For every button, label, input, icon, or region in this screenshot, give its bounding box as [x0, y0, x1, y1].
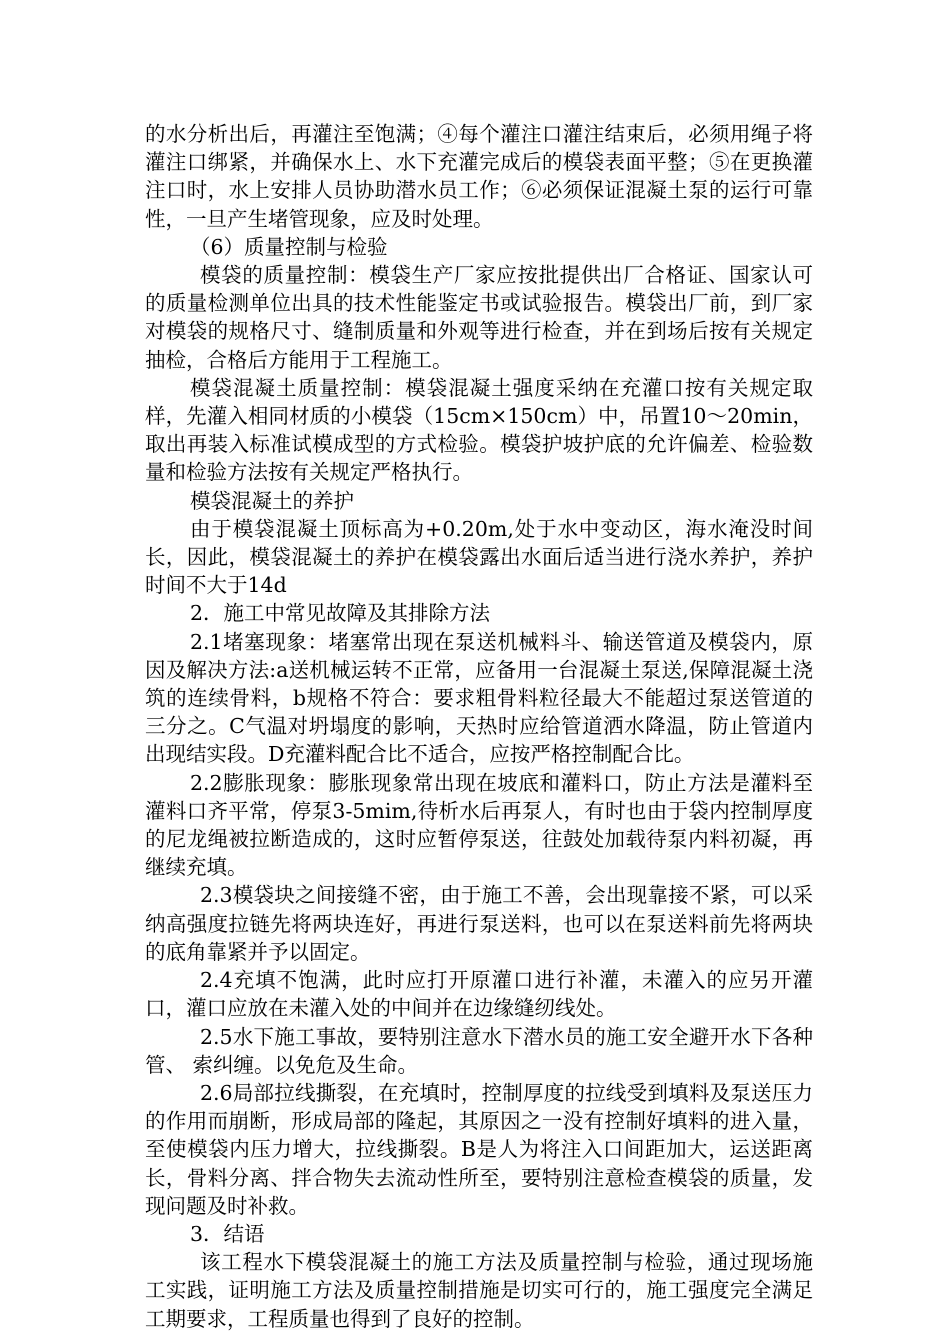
paragraph-continued: 的水分析出后，再灌注至饱满；④每个灌注口灌注结束后，必须用绳子将灌注口绑紧，并确保水上、水下充灌完成后的模袋表面平整；⑤在更换灌注口时，水上安排人员协助潜水员工作；⑥必须保证混凝土泵的运行可靠性，一旦产生堵管现象，应及时处理。 — [145, 122, 813, 231]
paragraph-2-3: 2.3模袋块之间接缝不密，由于施工不善，会出现靠接不紧，可以采纳高强度拉链先将两块连好，再进行泵送料，也可以在泵送料前先将两块的底角靠紧并予以固定。 — [145, 883, 813, 964]
heading-faults: 2．施工中常见故障及其排除方法 — [190, 601, 491, 626]
paragraph-2-1: 2.1堵塞现象：堵塞常出现在泵送机械料斗、输送管道及模袋内，原因及解决方法:a送机械运转不正常，应备用一台混凝土泵送,保障混凝土浇筑的连续骨料，b规格不符合：要求粗骨料粒径最大不能超过泵送管道的三分之。C气温对坍塌度的影响，天热时应给管道洒水降温，防止管道内出现结实段。D充灌料配合比不适合，应按严格控制配合比。 — [145, 629, 813, 767]
paragraph-2-2: 2.2膨胀现象：膨胀现象常出现在坡底和灌料口，防止方法是灌料至灌料口齐平常，停泵3-5mim,待析水后再泵人，有时也由于袋内控制厚度的尼龙绳被拉断造成的，这时应暂停泵送，往鼓处加载待泵内料初凝，再继续充填。 — [145, 770, 813, 880]
paragraph-curing: 由于模袋混凝土顶标高为+0.20m,处于水中变动区，海水淹没时间长，因此，模袋混凝土的养护在模袋露出水面后适当进行浇水养护，养护时间不大于14d — [145, 516, 813, 598]
heading-quality-control: （6）质量控制与检验 — [190, 234, 388, 259]
paragraph-2-6: 2.6局部拉线撕裂，在充填时，控制厚度的拉线受到填料及泵送压力的作用而崩断，形成局部的隆起，其原因之一没有控制好填料的进入量，至使模袋内压力增大，拉线撕裂。B是人为将注入口间距加大，运送距离长，骨料分离、拌合物失去流动性所至，要特别注意检查模袋的质量，发现问题及时补救。 — [145, 1080, 813, 1218]
heading-curing: 模袋混凝土的养护 — [190, 488, 354, 513]
paragraph-concrete-quality: 模袋混凝土质量控制：模袋混凝土强度采纳在充灌口按有关规定取样，先灌入相同材质的小模袋（15cm×150cm）中，吊置10～20min，取出再装入标准试模成型的方式检验。模袋护坡护底的允许偏差、检验数量和检验方法按有关规定严格执行。 — [145, 375, 813, 485]
paragraph-2-5: 2.5水下施工事故，要特别注意水下潜水员的施工安全避开水下各种管、 索纠缠。以免危及生命。 — [145, 1024, 813, 1077]
paragraph-2-4: 2.4充填不饱满，此时应打开原灌口进行补灌，未灌入的应另开灌口，灌口应放在未灌入处的中间并在边缘缝纫线处。 — [145, 968, 813, 1021]
document-page — [145, 120, 813, 1333]
paragraph-conclusion: 该工程水下模袋混凝土的施工方法及质量控制与检验，通过现场施工实践，证明施工方法及质量控制措施是切实可行的，施工强度完全满足工期要求，工程质量也得到了良好的控制。 — [145, 1250, 813, 1331]
paragraph-bag-quality: 模袋的质量控制：模袋生产厂家应按批提供出厂合格证、国家认可的质量检测单位出具的技术性能鉴定书或试验报告。模袋出厂前，到厂家对模袋的规格尺寸、缝制质量和外观等进行检查，并在到场后按有关规定抽检，合格后方能用于工程施工。 — [145, 263, 813, 372]
heading-conclusion: 3．结语 — [190, 1221, 265, 1246]
